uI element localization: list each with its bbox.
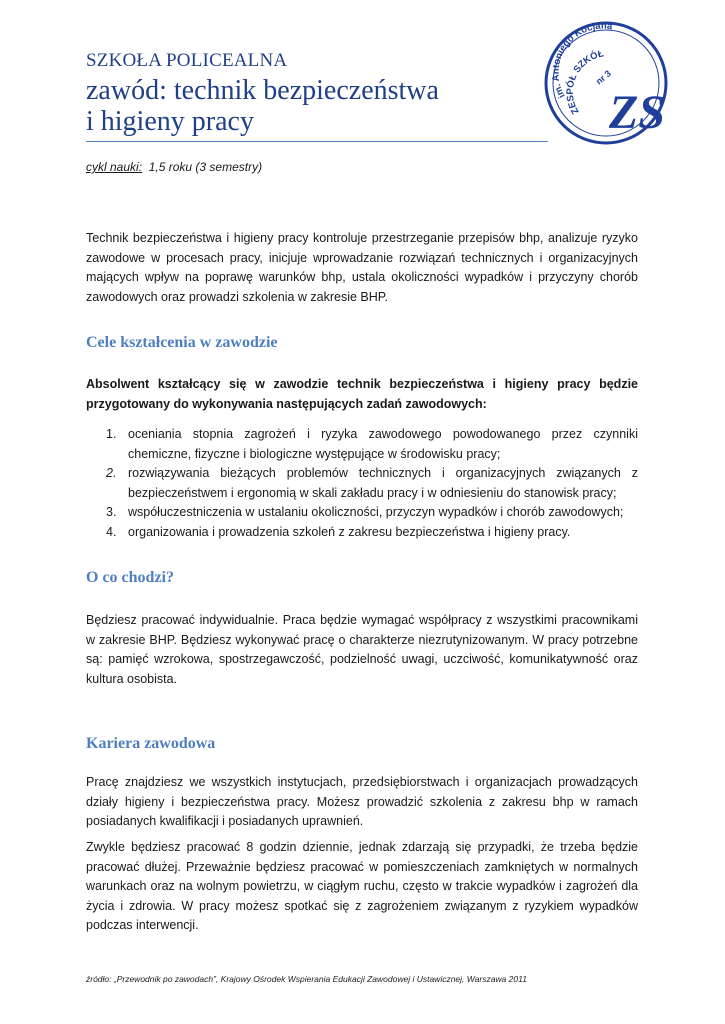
list-item bbox=[86, 503, 638, 523]
profession-title-line-1: zawód: technik bezpieczeństwa bbox=[86, 75, 439, 106]
logo-letters: ZS bbox=[609, 86, 666, 139]
list-item-text: współuczestniczenia w ustalaniu okoliczności, przyczyn wypadków i chorób zawodowych; bbox=[128, 505, 624, 519]
logo-inner-text: ZESPÓŁ SZKÓŁ bbox=[564, 48, 605, 116]
list-item-text: oceniania stopnia zagrożeń i ryzyka zawodowego powodowanego przez czynniki chemiczne, fizyczne i biologiczne występujące w środowisku pracy; bbox=[128, 427, 638, 461]
list-item-text: organizowania i prowadzenia szkoleń z zakresu bezpieczeństwa i higieny pracy. bbox=[128, 524, 571, 539]
document-header bbox=[86, 50, 548, 137]
career-paragraph-1: Pracę znajdziesz we wszystkich instytucjach, przedsiębiorstwach i organizacjach prowadzących działy higieny i bezpieczeństwa pracy. Możesz prowadzić szkolenia z zakresu bhp w ramach posiadanych kwalifikacji i posiadanych uprawnień. bbox=[86, 775, 638, 828]
about-heading: O co chodzi? bbox=[86, 569, 174, 586]
study-cycle bbox=[86, 160, 262, 174]
profession-title-line-2: i higieny pracy bbox=[86, 106, 254, 137]
school-logo bbox=[543, 20, 669, 146]
school-type: SZKOŁA POLICEALNA bbox=[86, 50, 288, 71]
logo-ring-text: im. Antoniego Kocjana bbox=[550, 20, 614, 100]
list-item-number: 1. bbox=[106, 427, 117, 441]
list-item-number: 2. bbox=[106, 466, 117, 480]
tasks-list bbox=[86, 425, 638, 542]
list-item-number: 4. bbox=[106, 524, 117, 539]
intro-paragraph: Technik bezpieczeństwa i higieny pracy kontroluje przestrzeganie przepisów bhp, analizuje ryzyko zawodowe w procesach pracy, inicjuje wprowadzanie rozwiązań technicznych i organizacyjnych mających wpływ na poprawę warunków bhp, ustala okoliczności wypadków i przyczyny chorób zawodowych oraz prowadzi szkolenia w zakresie BHP. bbox=[86, 231, 638, 304]
logo-number: nr 3 bbox=[593, 68, 613, 87]
about-paragraph: Będziesz pracować indywidualnie. Praca będzie wymagać współpracy z wszystkimi pracownikami w zakresie BHP. Będziesz wykonywać pracę o charakterze niezrutynizowanym. W pracy potrzebne są: pamięć wzrokowa, spostrzegawczość, podzielność uwagi, uczciwość, komunikatywność oraz kultura osobista. bbox=[86, 613, 638, 686]
list-item bbox=[86, 464, 638, 503]
goals-heading: Cele kształcenia w zawodzie bbox=[86, 334, 278, 351]
list-item bbox=[86, 425, 638, 464]
header-rule bbox=[86, 141, 548, 142]
list-item-text: rozwiązywania bieżących problemów technicznych i organizacyjnych związanych z bezpieczeństwem i ergonomią w skali zakładu pracy i w odniesieniu do stanowisk pracy; bbox=[128, 466, 638, 500]
source-footnote: źródło: „Przewodnik po zawodach”, Krajowy Ośrodek Wspierania Edukacji Zawodowej i Ustawicznej, Warszawa 2011 bbox=[86, 974, 527, 984]
career-heading: Kariera zawodowa bbox=[86, 735, 216, 752]
career-paragraph-2: Zwykle będziesz pracować 8 godzin dziennie, jednak zdarzają się przypadki, że trzeba będzie pracować dłużej. Przeważnie będziesz pracować w pomieszczeniach zamkniętych w normalnych warunkach oraz na wolnym powietrzu, w ciągłym ruchu, często w trakcie wypadków i zagrożeń dla życia i zdrowia. W pracy możesz spotkać się z zagrożeniem związanym z ryzykiem wypadków podczas interwencji. bbox=[86, 840, 638, 932]
study-cycle-label: cykl nauki: bbox=[86, 160, 143, 174]
goals-lead: Absolwent kształcący się w zawodzie technik bezpieczeństwa i higieny pracy będzie przygotowany do wykonywania następujących zadań zawodowych: bbox=[86, 377, 638, 411]
profession-title bbox=[86, 75, 548, 137]
list-item-number: 3. bbox=[106, 505, 117, 519]
study-cycle-value: 1,5 roku (3 semestry) bbox=[148, 160, 263, 174]
list-item bbox=[86, 523, 638, 543]
